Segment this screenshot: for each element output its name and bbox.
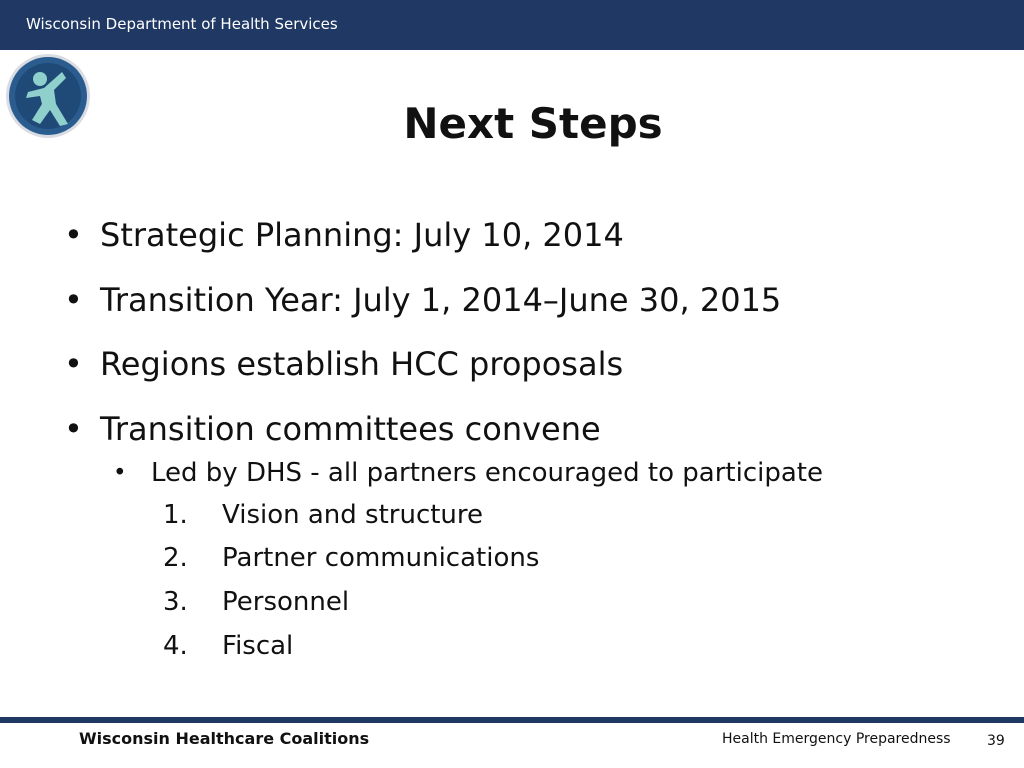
bullet-text: Transition committees convene bbox=[100, 410, 601, 448]
bullet-marker: • bbox=[64, 410, 83, 448]
bullet-text: Regions establish HCC proposals bbox=[100, 345, 624, 383]
page-number: 39 bbox=[987, 733, 1005, 749]
item-number: 2. bbox=[163, 543, 188, 573]
item-text: Personnel bbox=[222, 587, 350, 617]
item-text: Vision and structure bbox=[222, 500, 484, 530]
footer-coalition-name: Wisconsin Healthcare Coalitions bbox=[79, 729, 370, 748]
sub-bullet-text: Led by DHS - all partners encouraged to participate bbox=[151, 458, 823, 488]
item-text: Fiscal bbox=[222, 631, 294, 661]
footer-divider bbox=[0, 717, 1024, 723]
bullet-text: Strategic Planning: July 10, 2014 bbox=[100, 216, 624, 254]
item-number: 1. bbox=[163, 500, 188, 530]
item-text: Partner communications bbox=[222, 543, 540, 573]
item-number: 4. bbox=[163, 631, 188, 661]
item-number: 3. bbox=[163, 587, 188, 617]
slide-title: Next Steps bbox=[403, 99, 663, 148]
org-name: Wisconsin Department of Health Services bbox=[26, 15, 338, 33]
sub-bullet-marker: • bbox=[113, 460, 127, 486]
bullet-text: Transition Year: July 1, 2014–June 30, 2015 bbox=[100, 281, 782, 319]
footer-program-name: Health Emergency Preparedness bbox=[722, 731, 951, 747]
bullet-marker: • bbox=[64, 281, 83, 319]
bullet-marker: • bbox=[64, 345, 83, 383]
bullet-marker: • bbox=[64, 216, 83, 254]
